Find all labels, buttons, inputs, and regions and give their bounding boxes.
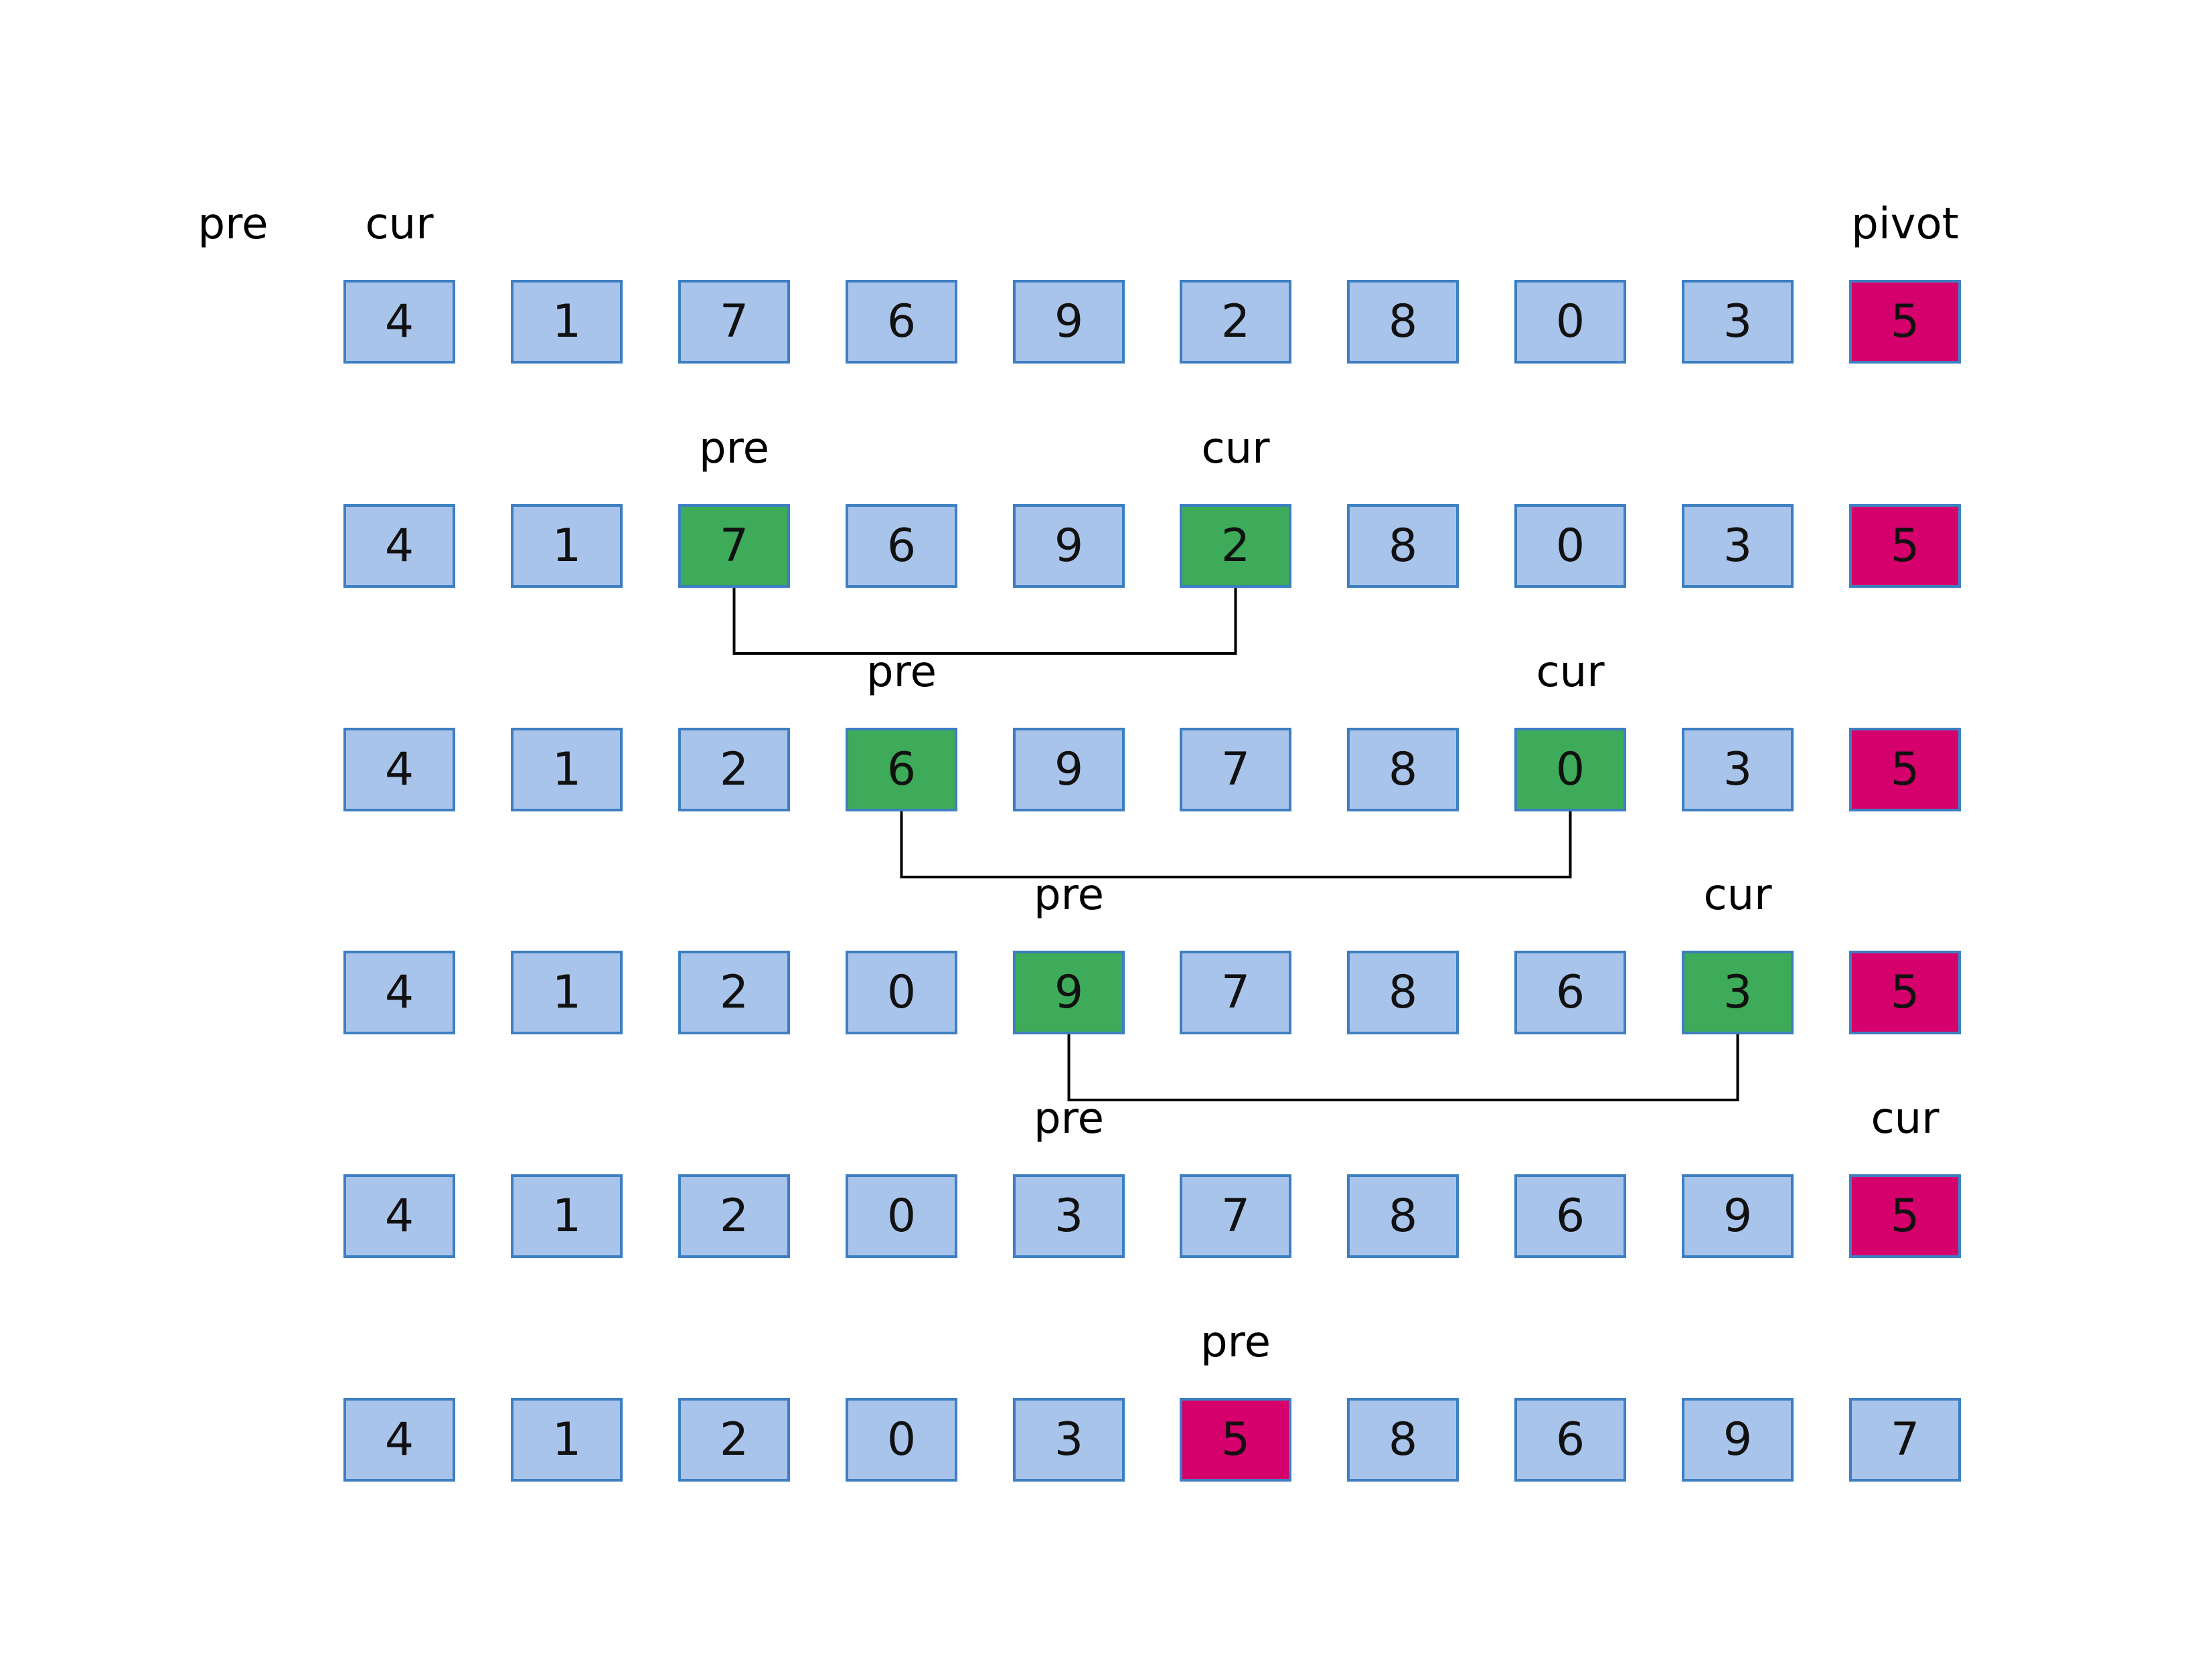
array-cell: 9 (1013, 280, 1125, 364)
cur-pointer-label: cur (1703, 870, 1772, 920)
swap-cell: 6 (846, 728, 957, 811)
array-cell: 1 (511, 1398, 623, 1482)
pivot-cell: 5 (1849, 280, 1961, 364)
pivot-cell: 5 (1849, 951, 1961, 1034)
cur-pointer-label: cur (1201, 424, 1270, 473)
array-cell: 0 (1514, 504, 1626, 588)
array-cell: 6 (1514, 1174, 1626, 1258)
array-cell: 9 (1013, 728, 1125, 811)
array-cell: 2 (1180, 280, 1291, 364)
swap-connector (1069, 1034, 1738, 1100)
swap-cell: 9 (1013, 951, 1125, 1034)
pre-pointer-label: pre (866, 647, 937, 697)
array-cell: 7 (678, 280, 790, 364)
array-cell: 0 (846, 951, 957, 1034)
array-cell: 8 (1347, 951, 1459, 1034)
array-cell: 4 (343, 504, 455, 588)
array-cell: 6 (1514, 951, 1626, 1034)
swap-cell: 0 (1514, 728, 1626, 811)
array-cell: 6 (1514, 1398, 1626, 1482)
array-cell: 2 (678, 951, 790, 1034)
array-cell: 7 (1849, 1398, 1961, 1482)
pivot-cell: 5 (1180, 1398, 1291, 1482)
array-cell: 9 (1013, 504, 1125, 588)
swap-connector (734, 588, 1236, 653)
array-cell: 6 (846, 280, 957, 364)
pre-pointer-label: pre (1200, 1318, 1271, 1367)
pivot-cell: 5 (1849, 1174, 1961, 1258)
array-cell: 0 (846, 1174, 957, 1258)
swap-cell: 2 (1180, 504, 1291, 588)
array-cell: 3 (1682, 504, 1794, 588)
array-cell: 4 (343, 1398, 455, 1482)
array-cell: 4 (343, 1174, 455, 1258)
array-cell: 8 (1347, 504, 1459, 588)
swap-cell: 7 (678, 504, 790, 588)
array-cell: 3 (1013, 1174, 1125, 1258)
pre-pointer-label: pre (198, 200, 268, 249)
cur-pointer-label: cur (1536, 647, 1605, 697)
array-cell: 0 (1514, 280, 1626, 364)
array-cell: 4 (343, 951, 455, 1034)
array-cell: 2 (678, 728, 790, 811)
array-cell: 6 (846, 504, 957, 588)
pivot-pointer-label: pivot (1851, 200, 1959, 249)
cur-pointer-label: cur (365, 200, 434, 249)
array-cell: 8 (1347, 728, 1459, 811)
pivot-cell: 5 (1849, 728, 1961, 811)
array-cell: 1 (511, 504, 623, 588)
array-cell: 9 (1682, 1398, 1794, 1482)
cur-pointer-label: cur (1871, 1094, 1940, 1143)
array-cell: 1 (511, 728, 623, 811)
pivot-cell: 5 (1849, 504, 1961, 588)
array-cell: 4 (343, 280, 455, 364)
array-cell: 4 (343, 728, 455, 811)
array-cell: 1 (511, 1174, 623, 1258)
pre-pointer-label: pre (1034, 870, 1104, 920)
swap-cell: 3 (1682, 951, 1794, 1034)
array-cell: 0 (846, 1398, 957, 1482)
pre-pointer-label: pre (1034, 1094, 1104, 1143)
array-cell: 2 (678, 1174, 790, 1258)
array-cell: 1 (511, 280, 623, 364)
swap-connector (902, 811, 1571, 877)
array-cell: 8 (1347, 1174, 1459, 1258)
array-cell: 7 (1180, 951, 1291, 1034)
array-cell: 3 (1682, 280, 1794, 364)
array-cell: 7 (1180, 1174, 1291, 1258)
array-cell: 1 (511, 951, 623, 1034)
array-cell: 7 (1180, 728, 1291, 811)
array-cell: 2 (678, 1398, 790, 1482)
array-cell: 3 (1682, 728, 1794, 811)
array-cell: 9 (1682, 1174, 1794, 1258)
array-cell: 3 (1013, 1398, 1125, 1482)
array-cell: 8 (1347, 280, 1459, 364)
pre-pointer-label: pre (699, 424, 769, 473)
array-cell: 8 (1347, 1398, 1459, 1482)
